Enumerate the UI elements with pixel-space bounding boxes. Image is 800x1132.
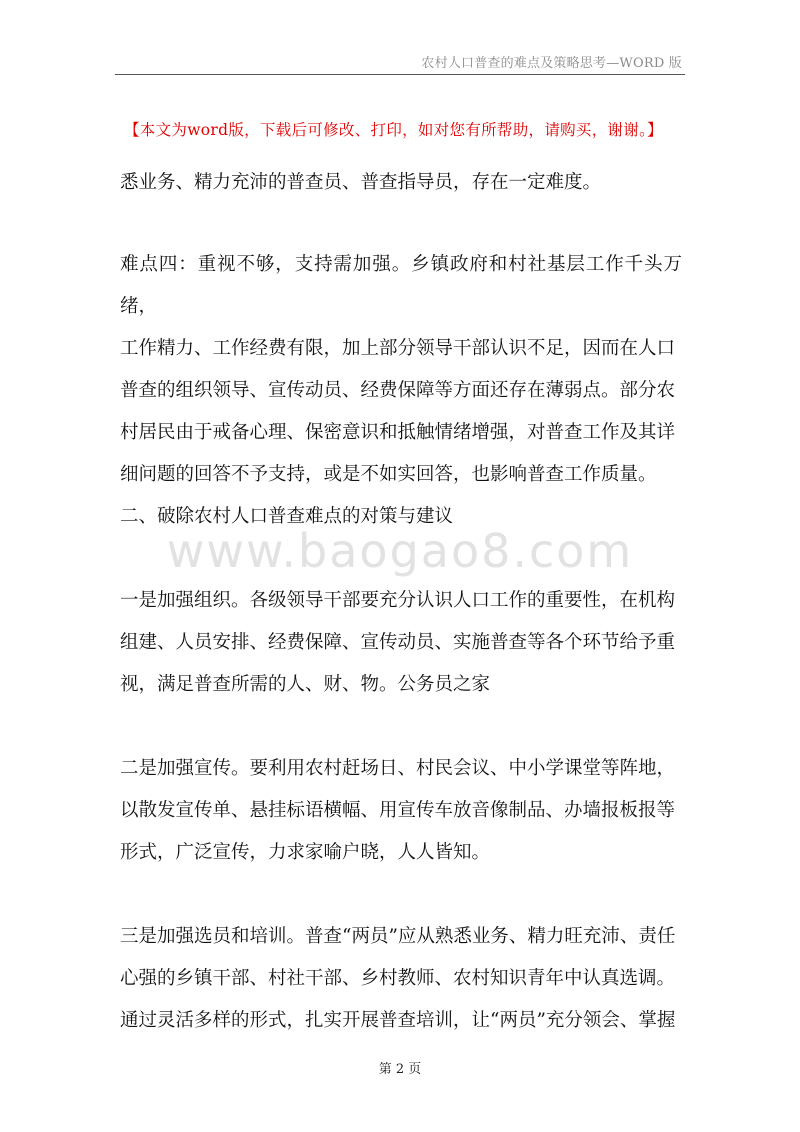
paragraph-publicity: 二是加强宣传。要利用农村赶场日、村民会议、中小学课堂等阵地， 以散发宣传单、悬挂标语横幅、用宣传车放音像制品、办墙报板报等 形式，广泛宣传，力求家喻户晓，人人皆知。 [120,758,676,863]
paragraph-difficulty-four: 难点四：重视不够，支持需加强。乡镇政府和村社基层工作千头万绪， 工作精力、工作经费有限，加上部分领导干部认识不足，因而在人口 普查的组织领导、宣传动员、经费保障等方面还存在薄弱点。部分农 村居民由于戒备心理、保密意识和抵触情绪增强，对普查工作及其详 细问题的回答不予支持，或是不如实回答，也影响普查工作质量。 [120,254,682,485]
running-header: 农村人口普查的难点及策略思考—WORD 版 [421,56,682,71]
paragraph-continuation: 悉业务、精力充沛的普查员、普查指导员，存在一定难度。 [120,172,602,193]
watermark: www.baogao8.com [166,524,634,578]
header-divider [115,74,685,75]
section-heading-countermeasures: 二、破除农村人口普查难点的对策与建议 [120,506,454,527]
paragraph-organization: 一是加强组织。各级领导干部要充分认识人口工作的重要性，在机构 组建、人员安排、经费保障、宣传动员、实施普查等各个环节给予重 视，满足普查所需的人、财、物。公务员之家 [120,590,676,695]
page-number: 第 2 页 [378,1062,422,1077]
paragraph-selection-training: 三是加强选员和培训。普查“两员”应从熟悉业务、精力旺充沛、责任 心强的乡镇干部、村社干部、乡村教师、农村知识青年中认真选调。 通过灵活多样的形式，扎实开展普查培训，让“两员”充分领会、掌握 [120,926,676,1031]
download-notice: 【本文为word版，下载后可修改、打印，如对您有所帮助，请购买，谢谢。】 [124,121,663,139]
